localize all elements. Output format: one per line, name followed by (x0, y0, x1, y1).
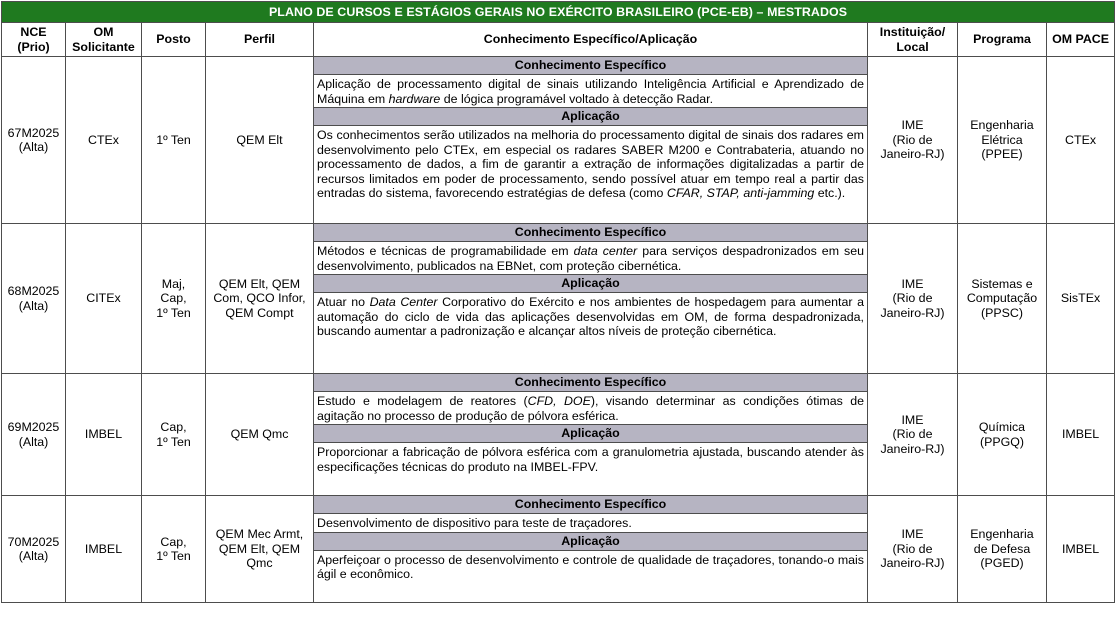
programa-cell: Química (PPGQ) (958, 374, 1047, 496)
aplicacao-text: Atuar no Data Center Corporativo do Exército e nos ambientes de hospedagem para aumentar a automação do ciclo de vida das aplicações desenvolvidas em OM, de forma despadronizada, buscando aumentar a padronização e alcançar altos níveis de proteção cibernética. (317, 295, 864, 338)
posto-cell: 1º Ten (142, 57, 206, 224)
instituicao-cell: IME (Rio de Janeiro-RJ) (868, 374, 958, 496)
om-solicitante-cell: CTEx (66, 57, 142, 224)
posto-cell: Cap, 1º Ten (142, 374, 206, 496)
om-pace-cell: IMBEL (1047, 374, 1115, 496)
header-conhecimento: Conhecimento Específico/Aplicação (314, 23, 868, 57)
header-programa: Programa (958, 23, 1047, 57)
table-title: PLANO DE CURSOS E ESTÁGIOS GERAIS NO EXÉRCITO BRASILEIRO (PCE-EB) – MESTRADOS (2, 2, 1115, 23)
perfil-cell: QEM Elt (206, 57, 314, 224)
nce-cell: 68M2025 (Alta) (2, 224, 66, 374)
table-row (2, 374, 1115, 496)
programa-cell: Engenharia de Defesa (PGED) (958, 496, 1047, 603)
courses-table (1, 1, 1115, 603)
om-solicitante-cell: IMBEL (66, 496, 142, 603)
nce-cell: 70M2025 (Alta) (2, 496, 66, 603)
programa-cell: Engenharia Elétrica (PPEE) (958, 57, 1047, 224)
header-posto: Posto (142, 23, 206, 57)
table-row (2, 496, 1115, 603)
header-om-solicitante: OM Solicitante (66, 23, 142, 57)
conhecimento-aplicacao-cell (314, 57, 868, 224)
om-pace-cell: SisTEx (1047, 224, 1115, 374)
conhecimento-label: Conhecimento Específico (314, 496, 867, 514)
header-instituicao: Instituição/ Local (868, 23, 958, 57)
conhecimento-text: Métodos e técnicas de programabilidade em data center para serviços despadronizados em seu desenvolvimento, publicados na EBNet, com proteção cibernética. (314, 242, 867, 275)
conhecimento-text: Estudo e modelagem de reatores (CFD, DOE), visando determinar as condições ótimas de agitação no processo de produção de pólvora esférica. (314, 392, 867, 425)
perfil-cell: QEM Mec Armt, QEM Elt, QEM Qmc (206, 496, 314, 603)
header-perfil: Perfil (206, 23, 314, 57)
perfil-cell: QEM Elt, QEM Com, QCO Infor, QEM Compt (206, 224, 314, 374)
aplicacao-label: Aplicação (314, 275, 867, 293)
aplicacao-label: Aplicação (314, 108, 867, 126)
om-pace-cell: CTEx (1047, 57, 1115, 224)
conhecimento-text: Desenvolvimento de dispositivo para teste de traçadores. (314, 514, 867, 533)
table-row (2, 224, 1115, 374)
aplicacao-label: Aplicação (314, 425, 867, 443)
instituicao-cell: IME (Rio de Janeiro-RJ) (868, 57, 958, 224)
om-pace-cell: IMBEL (1047, 496, 1115, 603)
conhecimento-aplicacao-cell (314, 374, 868, 496)
header-row (2, 23, 1115, 57)
header-om-pace: OM PACE (1047, 23, 1115, 57)
table-row (2, 57, 1115, 224)
aplicacao-text: Os conhecimentos serão utilizados na melhoria do processamento digital de sinais dos radares em desenvolvimento pelo CTEx, em especial os radares SABER M200 e Contrabateria, atuando no processamento de dados, a fim de garantir a extração de informações digitalizadas a partir de recursos limitados em poder de processamento, sendo possível atuar em tempo real a partir das entradas do sistema, favorecendo estratégias de defesa (como CFAR, STAP, anti-jamming etc.). (317, 128, 864, 200)
aplicacao-text: Aperfeiçoar o processo de desenvolvimento e controle de qualidade de traçadores, tonando-o mais ágil e econômico. (317, 552, 864, 581)
conhecimento-text: Aplicação de processamento digital de sinais utilizando Inteligência Artificial e Aprendizado de Máquina em hardware de lógica programável voltado à detecção Radar. (314, 75, 867, 108)
aplicacao-text: Proporcionar a fabricação de pólvora esférica com a granulometria ajustada, buscando atender às especificações técnicas do produto na IMBEL-FPV. (317, 445, 864, 474)
nce-cell: 67M2025 (Alta) (2, 57, 66, 224)
om-solicitante-cell: CITEx (66, 224, 142, 374)
instituicao-cell: IME (Rio de Janeiro-RJ) (868, 496, 958, 603)
nce-cell: 69M2025 (Alta) (2, 374, 66, 496)
conhecimento-label: Conhecimento Específico (314, 57, 867, 75)
aplicacao-label: Aplicação (314, 532, 867, 550)
header-nce: NCE (Prio) (2, 23, 66, 57)
om-solicitante-cell: IMBEL (66, 374, 142, 496)
instituicao-cell: IME (Rio de Janeiro-RJ) (868, 224, 958, 374)
posto-cell: Maj, Cap, 1º Ten (142, 224, 206, 374)
conhecimento-label: Conhecimento Específico (314, 374, 867, 392)
conhecimento-label: Conhecimento Específico (314, 224, 867, 242)
conhecimento-aplicacao-cell (314, 224, 868, 374)
posto-cell: Cap, 1º Ten (142, 496, 206, 603)
conhecimento-aplicacao-cell (314, 496, 868, 603)
programa-cell: Sistemas e Computação (PPSC) (958, 224, 1047, 374)
perfil-cell: QEM Qmc (206, 374, 314, 496)
